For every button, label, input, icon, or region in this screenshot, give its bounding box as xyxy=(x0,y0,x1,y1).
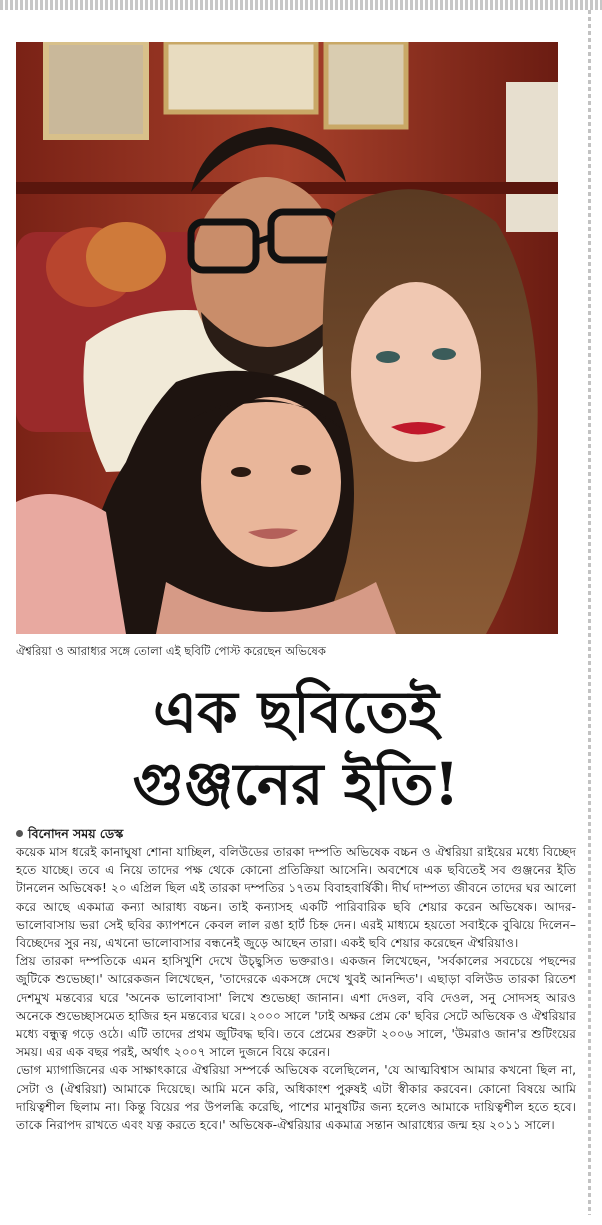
top-border-rule xyxy=(0,0,602,10)
paragraph-3: ভোগ ম্যাগাজিনের এক সাক্ষাৎকারে ঐশ্বরিয়া সম্পর্কে অভিষেক বলেছিলেন, 'যে আত্মবিশ্বাস আমার কখনো ছিল না, সেটা ও (ঐশ্বরিয়া) আমাকে দিয়েছে। আমি মনে করি, অধিকাংশ পুরুষই এটা স্বীকার করবেন। কোনো বিষয়ে আমি দায়িত্বশীল ছিলাম না। কিন্তু বিয়ের পর উপলব্ধি করেছি, পাশের মানুষটির জন্য হলেও আমাকে দায়িত্বশীল হতে হবে। তাকে নিরাপদ রাখতে এবং যত্ন করতে হবে।' অভিষেক-ঐশ্বরিয়ার একমাত্র সন্তান আরাধ্যের জন্ম হয় ২০১১ সালে। xyxy=(16,1063,576,1133)
paragraph-2: প্রিয় তারকা দম্পতিকে এমন হাসিখুশি দেখে উচ্ছ্বসিত ভক্তরাও। একজন লিখেছেন, 'সর্বকালের সবচেয়ে পছন্দের জুটিকে শুভেচ্ছা।' আরেকজন লিখেছেন, 'তাদেরকে একসঙ্গে দেখে খুবই আনন্দিত'। এছাড়া বলিউড তারকা রিতেশ দেশমুখ মন্তব্যের ঘরে 'অনেক ভালোবাসা' লিখে শুভেচ্ছা জানান। এশা দেওল, ববি দেওল, সনু সোদসহ আরও অনেকে শুভেচ্ছাসমেত হাজির হন মন্তব্যের ঘরে। ২০০০ সালে 'ঢাই অক্ষর প্রেম কে' ছবির সেটে অভিষেক ও ঐশ্বরিয়ার মধ্যে বন্ধুত্ব গড়ে ওঠে। এটি তাদের প্রথম জুটিবদ্ধ ছবি। তবে প্রেমের শুরুটা ২০০৬ সালে, 'উমরাও জান'র শুটিংয়ের সময়। এর এক বছর পরই, অর্থাৎ ২০০৭ সালে দুজনে বিয়ে করেন। xyxy=(16,954,577,1060)
photo-caption: ঐশ্বরিয়া ও আরাধ্যর সঙ্গে তোলা এই ছবিটি পোস্ট করেছেন অভিষেক xyxy=(16,644,326,658)
paragraph-1: কয়েক মাস ধরেই কানাঘুষা শোনা যাচ্ছিল, বলিউডের তারকা দম্পতি অভিষেক বচ্চন ও ঐশ্বরিয়া রাইয়ের মধ্যে বিচ্ছেদ হতে যাচ্ছে। তবে এ নিয়ে তাদের পক্ষ থেকে কোনো প্রতিক্রিয়া আসেনি। অবশেষে এক ছবিতেই সব গুঞ্জনের ইতি টানলেন অভিষেক! ২০ এপ্রিল ছিল এই তারকা দম্পতির ১৭তম বিবাহবার্ষিকী। দীর্ঘ দাম্পত্য জীবনে তাদের ঘর আলো করে আছে একমাত্র কন্যা আরাধ্য বচ্চন। তাই কন্যাসহ একটি পারিবারিক ছবি শেয়ার করেন অভিষেক। আদর-ভালোবাসায় ভরা সেই ছবির ক্যাপশনে কেবল লাল রঙা হার্ট চিহ্ন দেন। এরই মাধ্যমে হয়তো সবাইকে বুঝিয়ে দিলেন– বিচ্ছেদের সুর নয়, এখনো ভালোবাসার বন্ধনেই জুড়ে আছেন তারা। একই ছবি শেয়ার করেছেন ঐশ্বরিয়াও। xyxy=(16,845,576,951)
byline-text: বিনোদন সময় ডেস্ক xyxy=(28,826,124,841)
article-photo xyxy=(16,42,558,634)
headline xyxy=(16,676,576,820)
column-divider xyxy=(588,10,591,1215)
byline xyxy=(16,826,576,842)
headline-line-1: এক ছবিতেই xyxy=(153,678,439,746)
article-body xyxy=(16,843,576,1134)
bullet-icon xyxy=(16,830,23,837)
headline-line-2: গুঞ্জনের ইতি! xyxy=(132,750,460,818)
